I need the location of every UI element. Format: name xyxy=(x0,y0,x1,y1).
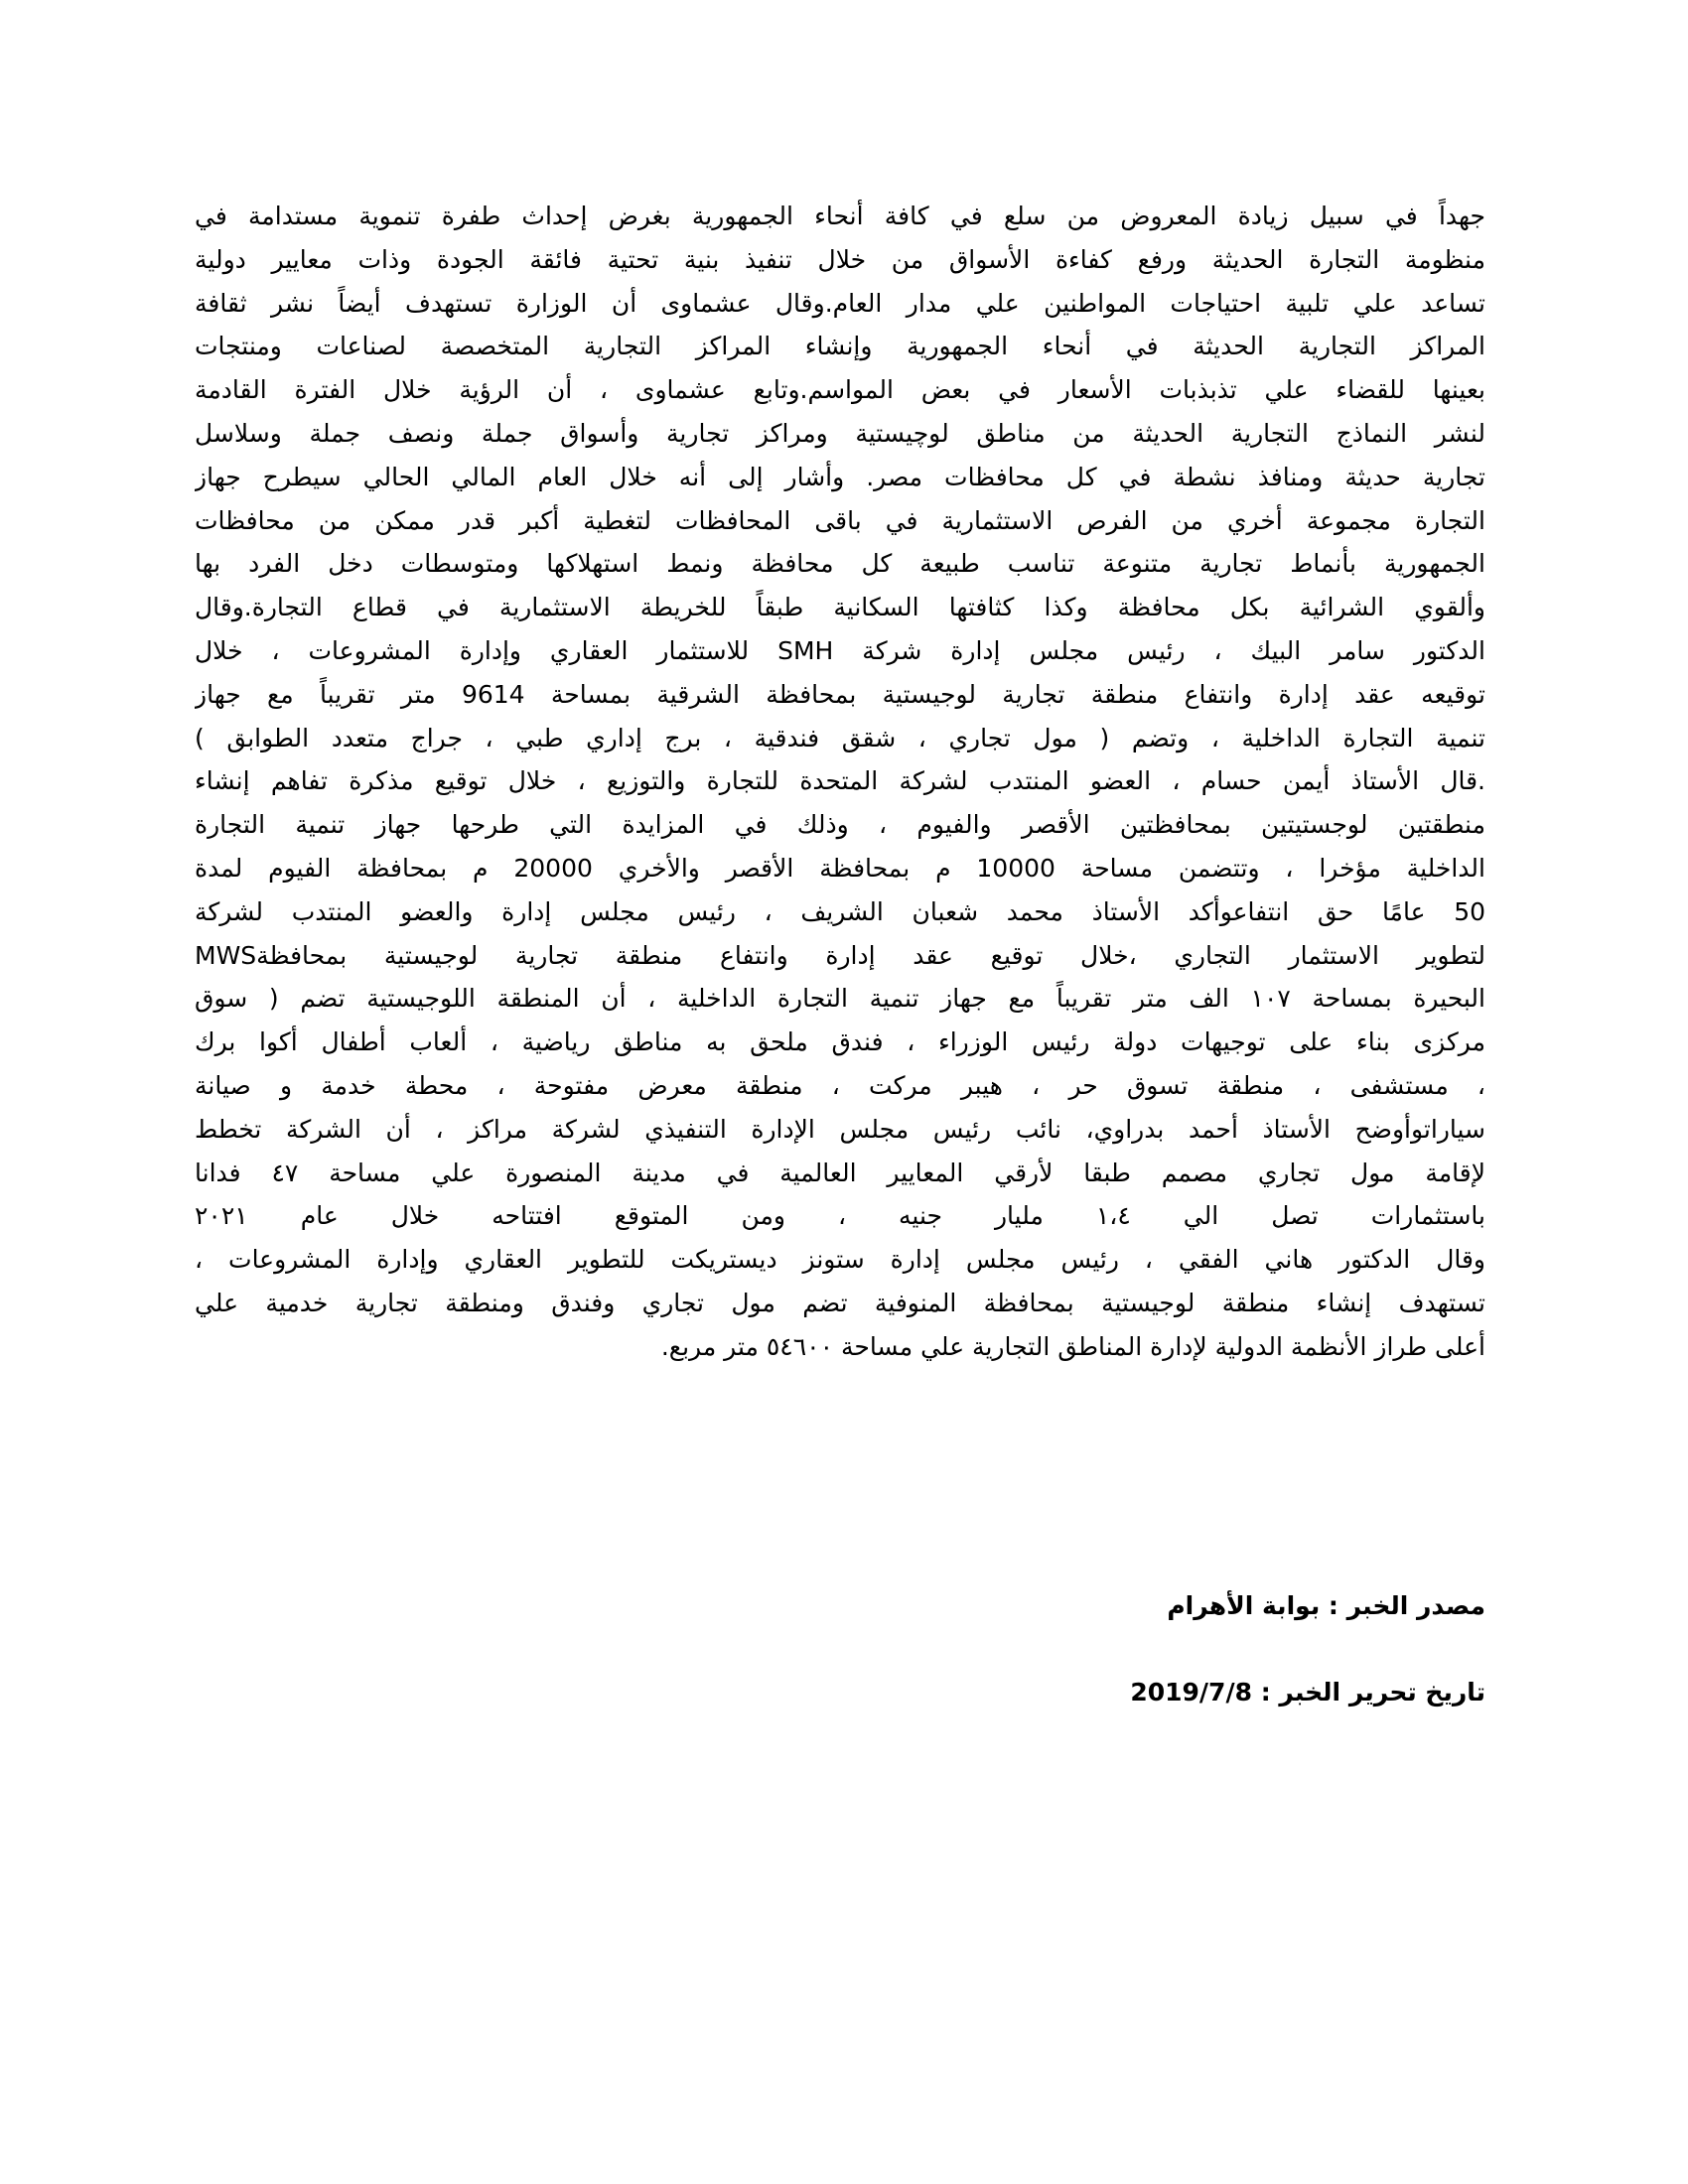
article-line: ، مستشفى ، منطقة تسوق حر ، هيبر مركت ، منطقة معرض مفتوحة ، محطة خدمة و صيانة xyxy=(195,1070,1485,1100)
article-body xyxy=(195,195,1485,1369)
article-line: الجمهورية بأنماط تجارية متنوعة تناسب طبيعة كل محافظة ونمط استهلاكها ومتوسطات دخل الفرد بها xyxy=(195,549,1485,579)
article-line: توقيعه عقد إدارة وانتفاع منطقة تجارية لوجيستية بمحافظة الشرقية بمساحة 9614 متر تقريباً مع جهاز xyxy=(195,679,1485,709)
article-line: 50 عامًا حق انتفاعوأكد الأستاذ محمد شعبان الشريف ، رئيس مجلس إدارة والعضو المنتدب لشركة xyxy=(195,896,1485,926)
article-line: MWSلتطوير الاستثمار التجاري ،خلال توقيع عقد إدارة وانتفاع منطقة تجارية لوجيستية بمحافظة xyxy=(195,940,1485,970)
article-line: سياراتوأوضح الأستاذ أحمد بدراوي، نائب رئيس مجلس الإدارة التنفيذي لشركة مراكز ، أن الشركة تخطط xyxy=(195,1114,1485,1144)
article-line: وقال الدكتور هاني الفقي ، رئيس مجلس إدارة ستونز ديستريكت للتطوير العقاري وإدارة المشروعات ، xyxy=(195,1245,1485,1275)
news-source: مصدر الخبر : بوابة الأهرام xyxy=(1167,1591,1485,1620)
article-line: تستهدف إنشاء منطقة لوجيستية بمحافظة المنوفية تضم مول تجاري وفندق ومنطقة تجارية خدمية علي xyxy=(195,1288,1485,1317)
article-line: لنشر النماذج التجارية الحديثة من مناطق لوچيستية ومراكز تجارية وأسواق جملة ونصف جملة وسلاسل xyxy=(195,418,1485,448)
article-line: مركزى بناء على توجيهات دولة رئيس الوزراء ، فندق ملحق به مناطق رياضية ، ألعاب أطفال أكوا برك xyxy=(195,1027,1485,1057)
article-line: بعينها للقضاء علي تذبذبات الأسعار في بعض المواسم.وتابع عشماوى ، أن الرؤية خلال الفترة القادمة xyxy=(195,375,1485,405)
article-line: لإقامة مول تجاري مصمم طبقا لأرقي المعايير العالمية في مدينة المنصورة علي مساحة ٤٧ فدانا xyxy=(195,1158,1485,1187)
article-line: جهداً في سبيل زيادة المعروض من سلع في كافة أنحاء الجمهورية بغرض إحداث طفرة تنموية مستدامة في xyxy=(195,202,1485,230)
news-date: تاريخ تحرير الخبر : 2019/7/8 xyxy=(1130,1678,1485,1706)
article-line: وألقوي الشرائية بكل محافظة وكذا كثافتها السكانية طبقاً للخريطة الاستثمارية في قطاع التجارة.وقال xyxy=(195,593,1485,622)
article-line: المراكز التجارية الحديثة في أنحاء الجمهورية وإنشاء المراكز التجارية المتخصصة لصناعات ومنتجات xyxy=(195,332,1485,361)
article-line: التجارة مجموعة أخري من الفرص الاستثمارية في باقى المحافظات لتغطية أكبر قدر ممكن من محافظات xyxy=(195,505,1485,535)
article-line: منطقتين لوجستيتين بمحافظتين الأقصر والفيوم ، وذلك في المزايدة التي طرحها جهاز تنمية التجارة xyxy=(195,810,1485,840)
article-line: باستثمارات تصل الي ١،٤ مليار جنيه ، ومن المتوقع افتتاحه خلال عام ٢٠٢١ xyxy=(195,1201,1485,1231)
article-line: تساعد علي تلبية احتياجات المواطنين علي مدار العام.وقال عشماوى أن الوزارة تستهدف أيضاً نشر ثقافة xyxy=(195,288,1485,318)
article-line: تجارية حديثة ومنافذ نشطة في كل محافظات مصر. وأشار إلى أنه خلال العام المالي الحالي سيطرح جهاز xyxy=(195,462,1485,491)
article-line: منظومة التجارة الحديثة ورفع كفاءة الأسواق من خلال تنفيذ بنية تحتية فائقة الجودة وذات معايير دولية xyxy=(195,244,1485,274)
article-line: أعلى طراز الأنظمة الدولية لإدارة المناطق التجارية علي مساحة ٥٤٦٠٠ متر مربع. xyxy=(660,1331,1485,1361)
article-line: تنمية التجارة الداخلية ، وتضم ( مول تجاري ، شقق فندقية ، برج إداري طبي ، جراج متعدد الطوابق ) xyxy=(195,723,1485,752)
article-line: الدكتور سامر البيك ، رئيس مجلس إدارة شركة SMH للاستثمار العقاري وإدارة المشروعات ، خلال xyxy=(195,635,1485,665)
article-line: الداخلية مؤخرا ، وتتضمن مساحة 10000 م بمحافظة الأقصر والأخري 20000 م بمحافظة الفيوم لمدة xyxy=(195,853,1485,883)
article-line: .قال الأستاذ أيمن حسام ، العضو المنتدب لشركة المتحدة للتجارة والتوزيع ، خلال توقيع مذكرة تفاهم إنشاء xyxy=(195,766,1485,796)
article-line: البحيرة بمساحة ١٠٧ الف متر تقريباً مع جهاز تنمية التجارة الداخلية ، أن المنطقة اللوجيستية تضم ( سوق xyxy=(195,984,1485,1014)
